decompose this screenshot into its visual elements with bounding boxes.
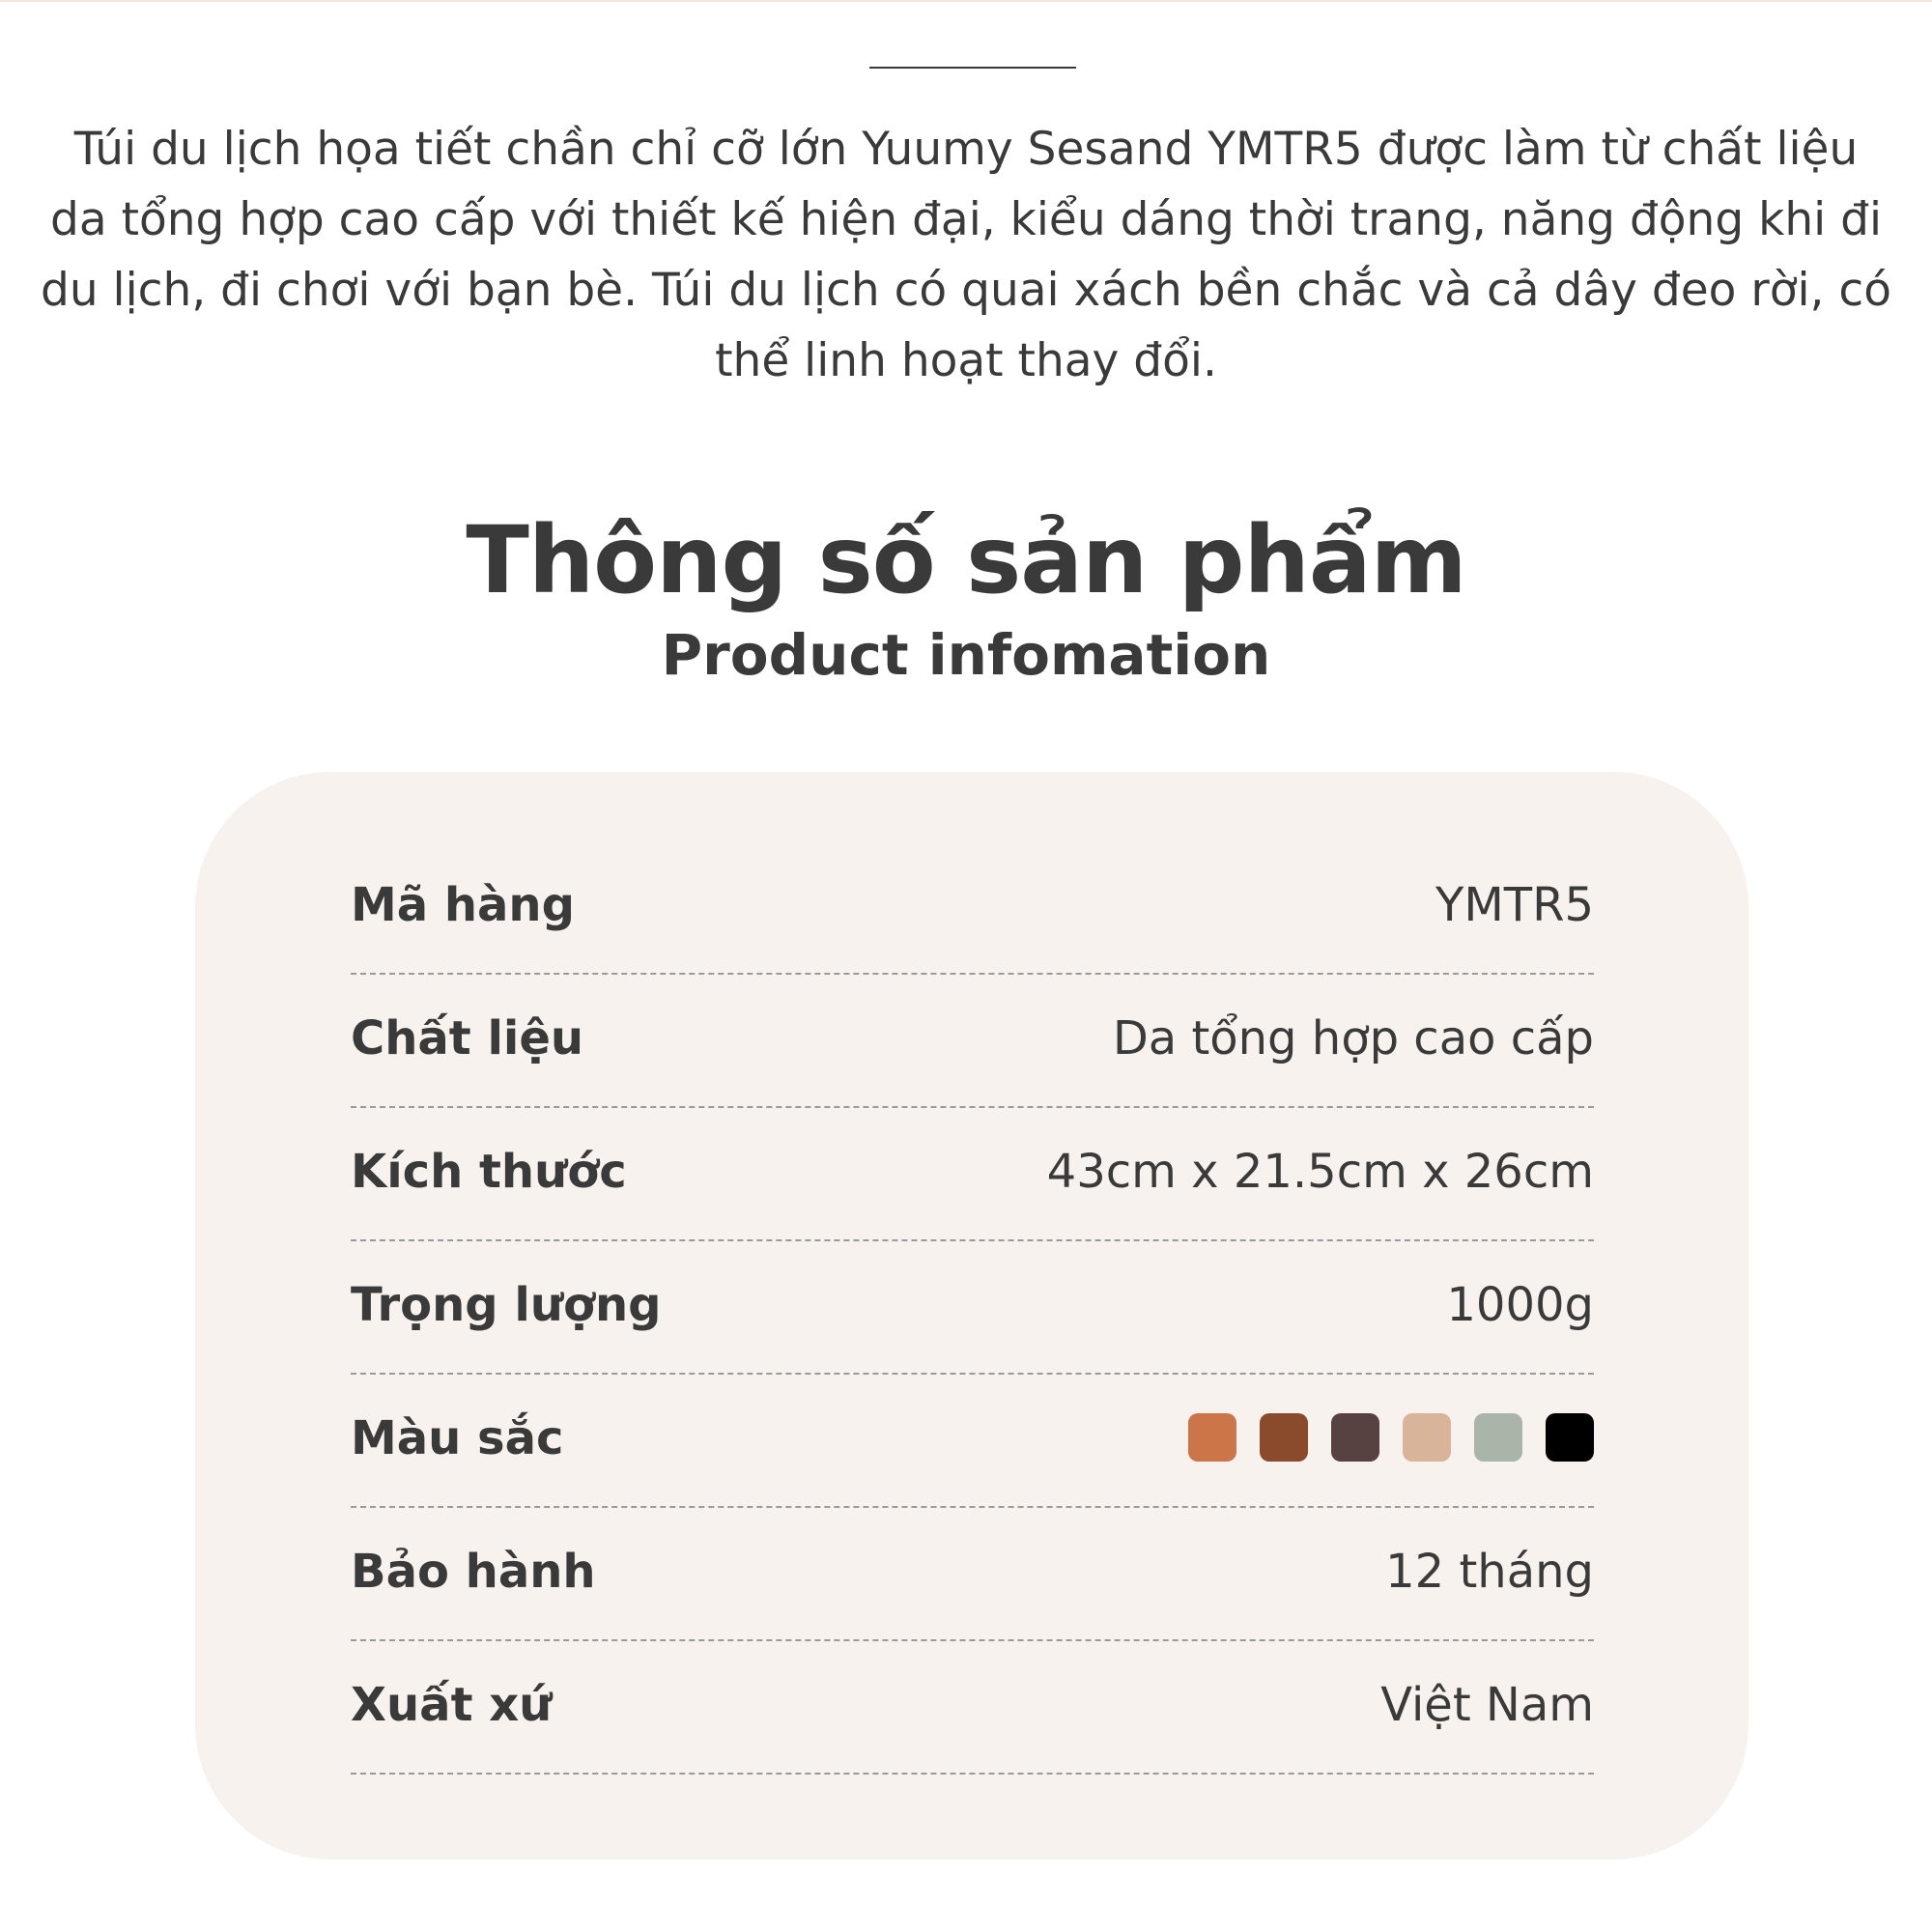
spec-row-code (351, 841, 1594, 975)
spec-value: 12 tháng (1385, 1545, 1594, 1599)
spec-row-origin (351, 1641, 1594, 1775)
spec-label: Trọng lượng (351, 1278, 662, 1332)
spec-value: 1000g (1446, 1278, 1594, 1332)
spec-row-weight (351, 1241, 1594, 1375)
spec-row-warranty (351, 1508, 1594, 1641)
color-swatch[interactable] (1188, 1413, 1236, 1462)
spec-value: 43cm x 21.5cm x 26cm (1046, 1145, 1594, 1199)
color-swatches (1188, 1413, 1594, 1462)
spec-value: Da tổng hợp cao cấp (1112, 1011, 1594, 1065)
spec-value: Việt Nam (1380, 1678, 1594, 1732)
title-divider (869, 67, 1076, 69)
spec-value: YMTR5 (1435, 878, 1594, 932)
spec-label: Mã hàng (351, 878, 575, 932)
product-description: Túi du lịch họa tiết chần chỉ cỡ lớn Yuumy Sesand YMTR5 được làm từ chất liệu da tổng hợp cao cấp với thiết kế hiện đại, kiểu dáng thời trang, năng động khi đi du lịch, đi chơi với bạn bè. Túi du lịch có quai xách bền chắc và cả dây đeo rời, có thể linh hoạt thay đổi. (41, 123, 1891, 387)
spec-row-size (351, 1108, 1594, 1241)
color-swatch[interactable] (1546, 1413, 1594, 1462)
color-swatch[interactable] (1260, 1413, 1308, 1462)
color-swatch[interactable] (1474, 1413, 1522, 1462)
spec-label: Kích thước (351, 1145, 627, 1199)
spec-label: Bảo hành (351, 1545, 596, 1599)
spec-label: Màu sắc (351, 1411, 564, 1465)
color-swatch[interactable] (1403, 1413, 1451, 1462)
spec-list (351, 841, 1594, 1775)
section-title: Thông số sản phẩm (466, 506, 1466, 614)
section-subtitle: Product infomation (661, 622, 1271, 688)
color-swatch[interactable] (1331, 1413, 1379, 1462)
spec-label: Xuất xứ (351, 1678, 553, 1732)
spec-card (195, 772, 1748, 1860)
spec-label: Chất liệu (351, 1011, 584, 1065)
spec-row-material (351, 975, 1594, 1108)
top-rule (0, 0, 1932, 2)
spec-row-colors (351, 1375, 1594, 1508)
